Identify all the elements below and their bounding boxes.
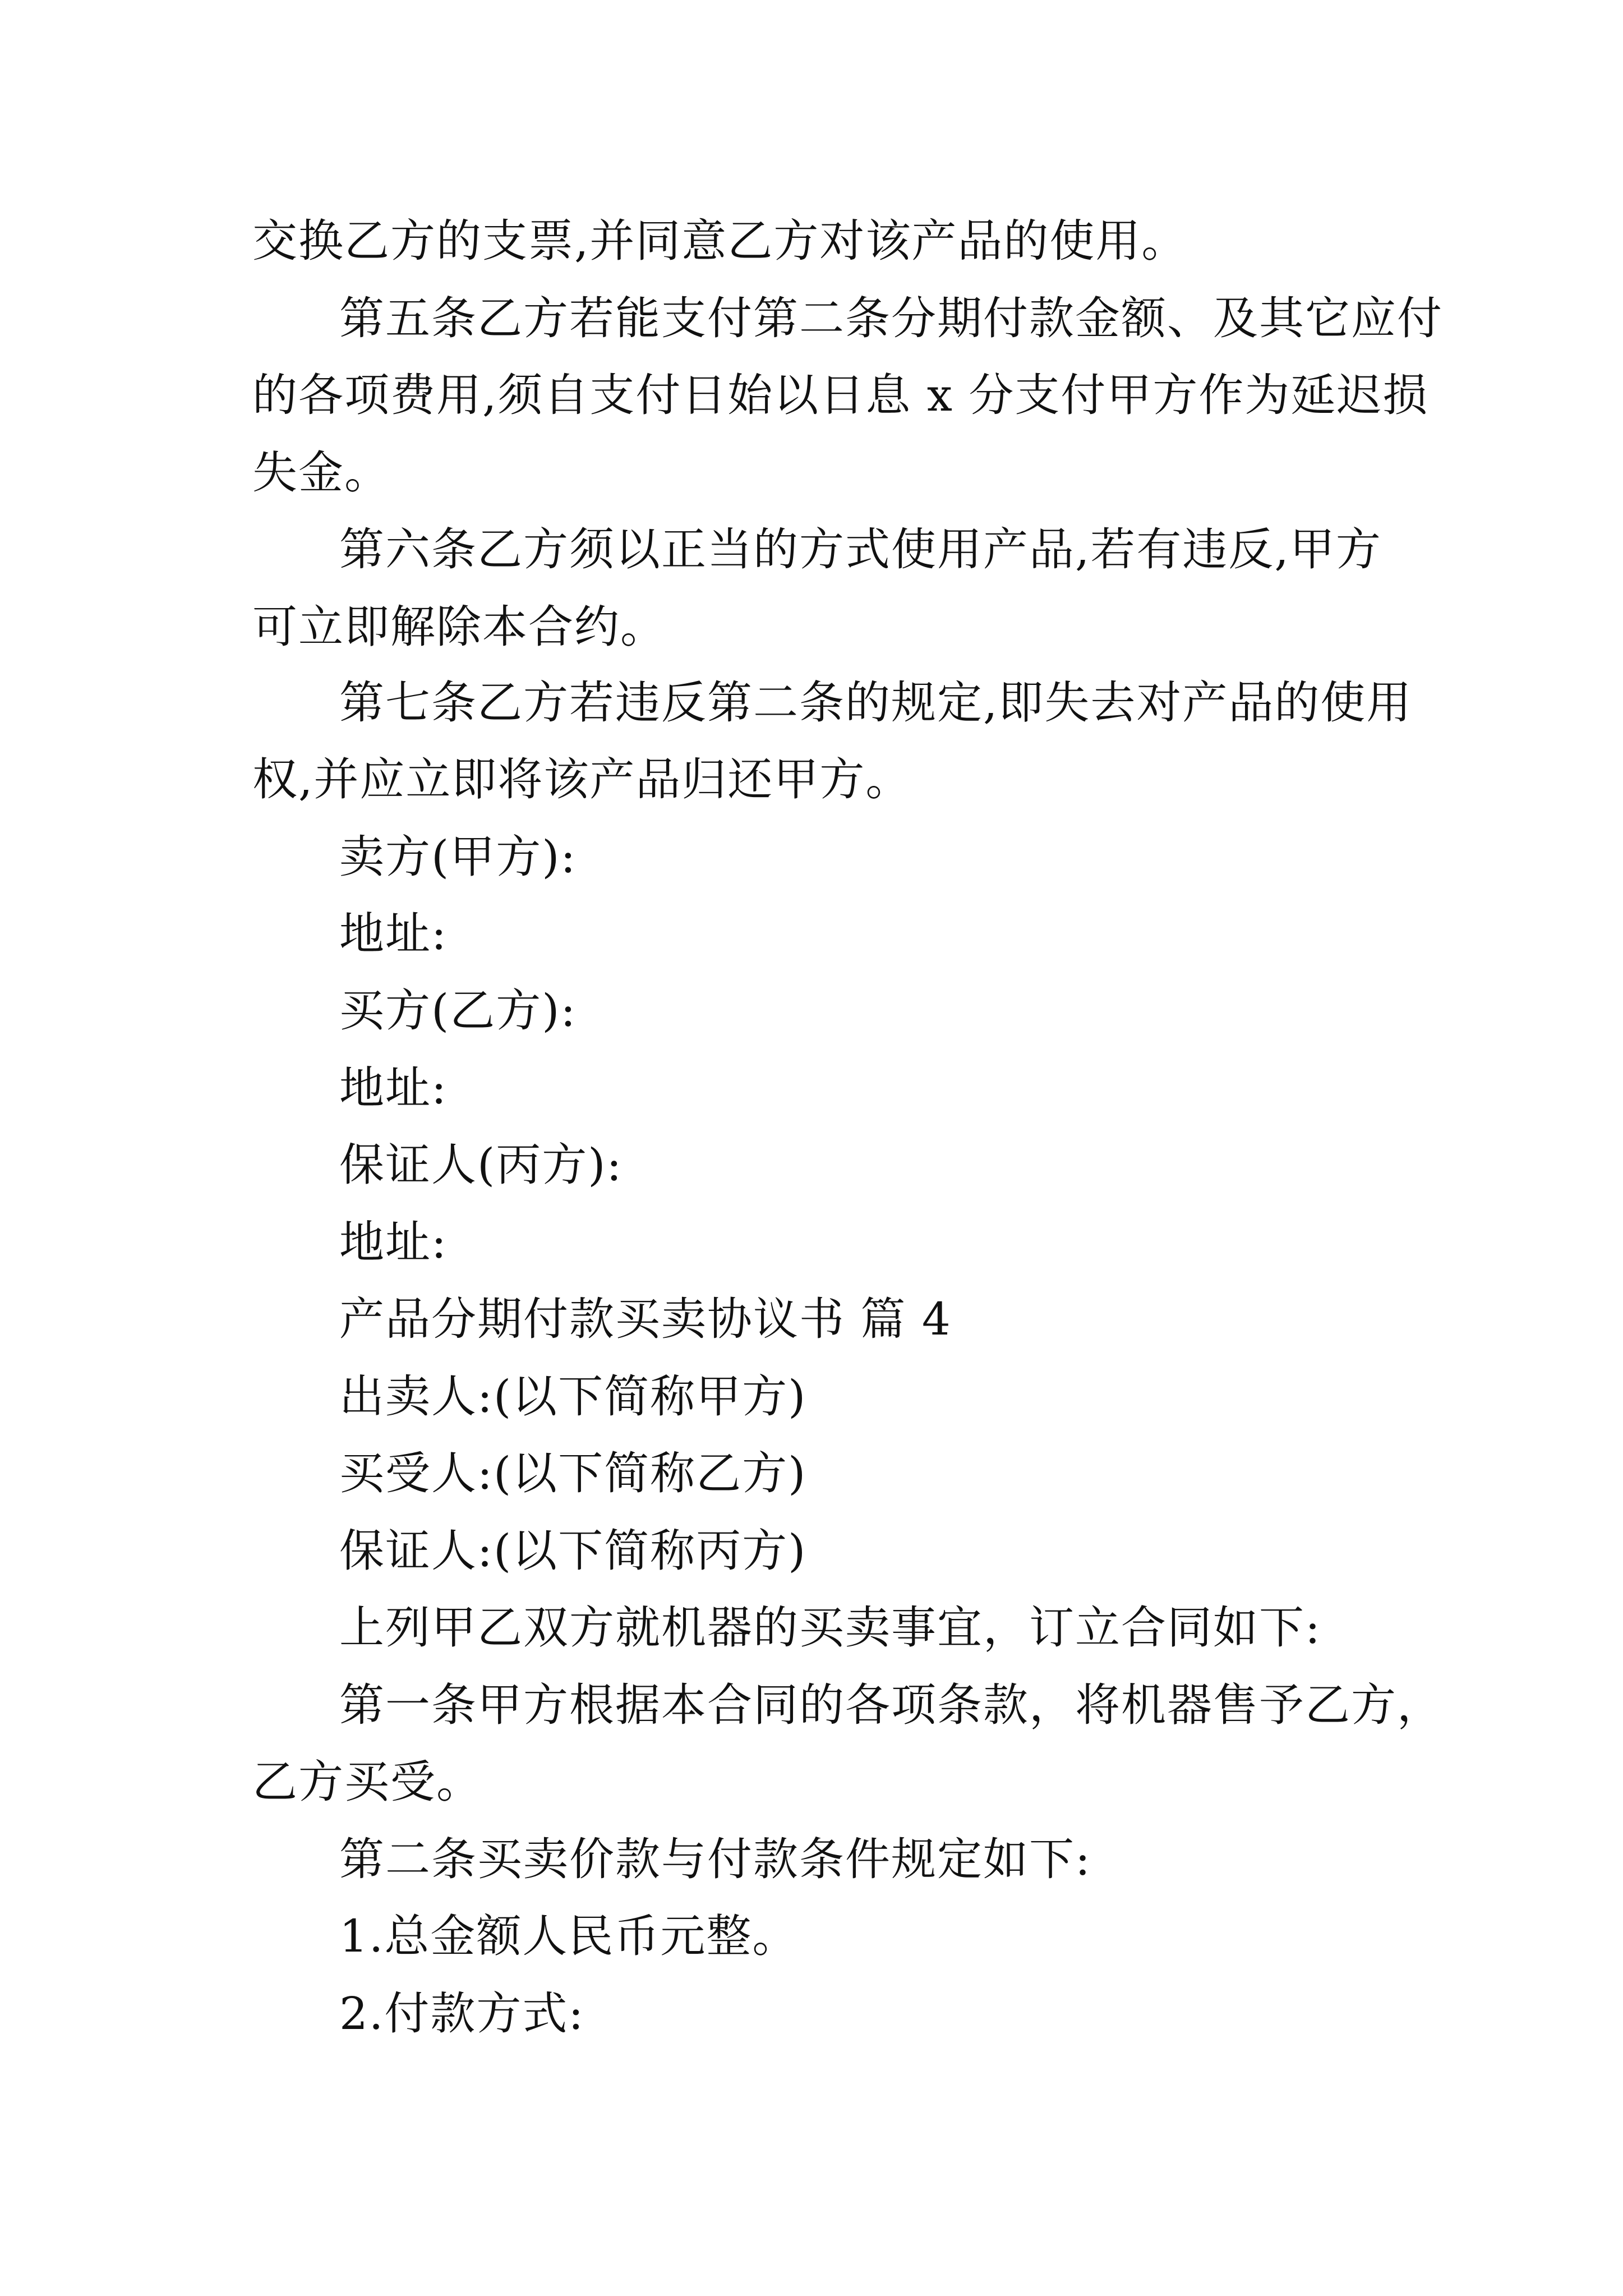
address-label: 地址: <box>339 1062 448 1114</box>
guarantor-label: 保证人(丙方): <box>339 1139 623 1191</box>
address-label: 地址: <box>339 1216 448 1268</box>
section-heading: 产品分期付款买卖协议书 篇 4 <box>339 1293 952 1345</box>
text-line: 权,并应立即将该产品归还甲方。 <box>252 753 912 806</box>
text-line: 第一条甲方根据本合同的各项条款，将机器售予乙方， <box>339 1679 1443 1731</box>
text-line: 第七条乙方若违反第二条的规定,即失去对产品的使用 <box>339 677 1413 729</box>
guarantor-party: 保证人:(以下简称丙方) <box>339 1525 807 1577</box>
list-item: 1.总金额人民币元整。 <box>339 1910 799 1962</box>
text-line: 乙方买受。 <box>252 1756 482 1808</box>
text-line: 第六条乙方须以正当的方式使用产品,若有违反,甲方 <box>339 523 1382 576</box>
list-item: 2.付款方式: <box>339 1987 585 2040</box>
text-line: 第五条乙方若能支付第二条分期付款金额、及其它应付 <box>339 292 1443 344</box>
text-line: 交换乙方的支票,并同意乙方对该产品的使用。 <box>252 215 1188 267</box>
text-line: 失金。 <box>252 447 390 499</box>
text-line: 上列甲乙双方就机器的买卖事宜，订立合同如下: <box>339 1602 1321 1654</box>
buyer-party: 买受人:(以下简称乙方) <box>339 1447 807 1499</box>
text-line: 的各项费用,须自支付日始以日息 x 分支付甲方作为延迟损 <box>252 369 1429 421</box>
seller-party: 出卖人:(以下简称甲方) <box>339 1370 807 1423</box>
buyer-label: 买方(乙方): <box>339 984 577 1037</box>
address-label: 地址: <box>339 908 448 960</box>
text-line: 可立即解除本合约。 <box>252 601 666 653</box>
seller-label: 卖方(甲方): <box>339 831 577 883</box>
text-line: 第二条买卖价款与付款条件规定如下: <box>339 1833 1091 1885</box>
